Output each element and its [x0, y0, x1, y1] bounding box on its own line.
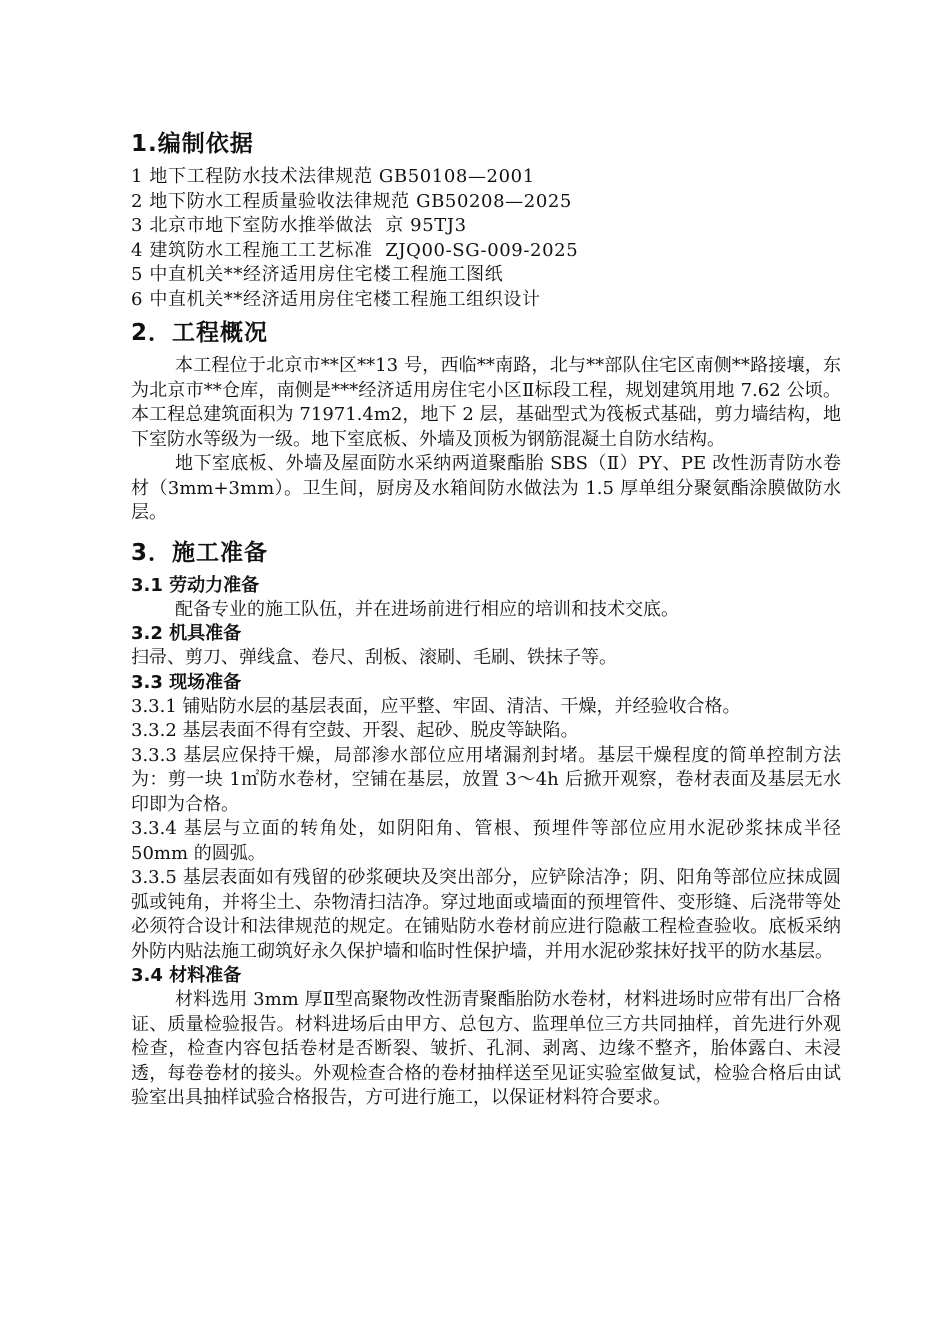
overview-paragraph: 地下室底板、外墙及屋面防水采纳两道聚酯胎 SBS（Ⅱ）PY、PE 改性沥青防水卷材（3mm+3mm）。卫生间，厨房及水箱间防水做法为 1.5 厚单组分聚氨酯涂膜做防水层。 [131, 453, 841, 523]
site-item: 3.3.1 铺贴防水层的基层表面，应平整、牢固、清洁、干燥，并经验收合格。 [131, 695, 741, 717]
reference-item: 5 中直机关**经济适用房住宅楼工程施工图纸 [131, 264, 504, 285]
overview-paragraph: 本工程位于北京市**区**13 号，西临**南路，北与**部队住宅区南侧**路接壤，东为北京市**仓库，南侧是***经济适用房住宅小区Ⅱ标段工程，规划建筑用地 7.62 公顷。本工程总建筑面积为 71971.4m2，地下 2 层，基础型式为筏板式基础，剪力墙结构，地下室防水等级为一级。地下室底板、外墙及顶板为钢筋混凝土自防水结构。 [131, 355, 841, 450]
subsection-title-labor: 3.1 劳动力准备 [131, 574, 260, 596]
subsection-title-tools: 3.2 机具准备 [131, 623, 242, 644]
site-item: 3.3.3 基层应保持干燥，局部渗水部位应用堵漏剂封堵。基层干燥程度的简单控制方法为：剪一块 1㎡防水卷材，空铺在基层，放置 3～4h 后掀开观察，卷材表面及基层无水印即为合格。 [131, 744, 841, 815]
site-item: 3.3.5 基层表面如有残留的砂浆硬块及突出部分，应铲除洁净；阴、阳角等部位应抹成圆弧或钝角，并将尘土、杂物清扫洁净。穿过地面或墙面的预埋管件、变形缝、后浇带等处必须符合设计和法律规范的规定。在铺贴防水卷材前应进行隐蔽工程检查验收。底板采纳外防内贴法施工砌筑好永久保护墙和临时性保护墙，并用水泥砂浆抹好找平的防水基层。 [131, 867, 841, 962]
section3-title: 3．施工准备 [131, 539, 269, 566]
materials-text: 材料选用 3mm 厚Ⅱ型高聚物改性沥青聚酯胎防水卷材，材料进场时应带有出厂合格证、质量检验报告。材料进场后由甲方、总包方、监理单位三方共同抽样，首先进行外观检查，检查内容包括卷材是否断裂、皱折、孔洞、剥离、边缘不整齐，胎体露白、未浸透，每卷卷材的接头。外观检查合格的卷材抽样送至见证实验室做复试，检验合格后由试验室出具抽样试验合格报告，方可进行施工，以保证材料符合要求。 [131, 989, 841, 1108]
reference-item: 2 地下防水工程质量验收法律规范 GB50208—2025 [131, 190, 572, 212]
reference-item: 3 北京市地下室防水推举做法 京 95TJ3 [131, 215, 467, 236]
reference-item: 4 建筑防水工程施工工艺标准 ZJQ00-SG-009-2025 [131, 239, 579, 261]
reference-item: 1 地下工程防水技术法律规范 GB50108—2001 [131, 166, 535, 187]
site-item: 3.3.2 基层表面不得有空鼓、开裂、起砂、脱皮等缺陷。 [131, 720, 579, 741]
tools-text: 扫帚、剪刀、弹线盒、卷尺、刮板、滚刷、毛刷、铁抹子等。 [131, 647, 617, 668]
document-page [131, 127, 841, 1111]
section2-title: 2．工程概况 [131, 320, 269, 346]
subsection-title-materials: 3.4 材料准备 [131, 965, 242, 986]
reference-item: 6 中直机关**经济适用房住宅楼工程施工组织设计 [131, 288, 541, 310]
labor-text: 配备专业的施工队伍，并在进场前进行相应的培训和技术交底。 [175, 598, 679, 620]
site-item: 3.3.4 基层与立面的转角处，如阴阳角、管根、预埋件等部位应用水泥砂浆抹成半径 50mm 的圆弧。 [131, 818, 841, 864]
section1-title: 1.编制依据 [131, 131, 254, 157]
subsection-title-site: 3.3 现场准备 [131, 671, 242, 693]
